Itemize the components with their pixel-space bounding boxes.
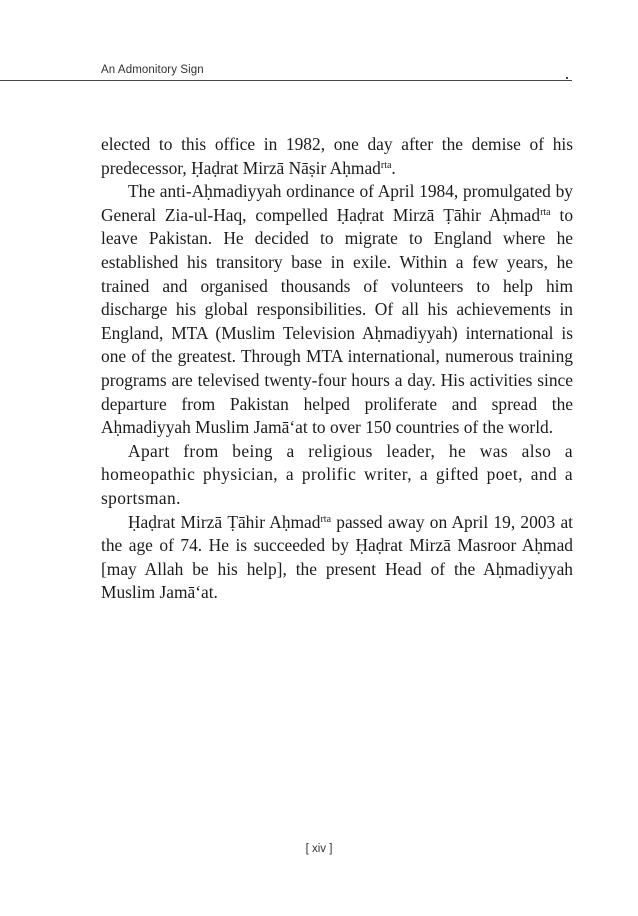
paragraph-2-honorific: rta xyxy=(540,206,551,218)
paragraph-4-honorific: rta xyxy=(320,513,332,525)
paragraph-1 xyxy=(101,133,573,180)
page-number: [ xiv ] xyxy=(305,843,333,855)
paragraph-4-text-before: Ḥaḍrat Mirzā Ṭāhir Aḥmad xyxy=(128,511,321,532)
paragraph-4 xyxy=(101,511,573,605)
header-rule xyxy=(0,80,572,81)
paragraph-2-text-before: The anti-Aḥmadiyyah ordinance of April 1984, promulgated by General Zia-ul-Haq, compelled Ḥaḍrat Mirzā Ṭāhir Aḥmad xyxy=(101,181,573,225)
body-text xyxy=(101,133,573,605)
running-head-title: An Admonitory Sign xyxy=(101,64,204,76)
paragraph-1-text: elected to this office in 1982, one day after the demise of his predecessor, Ḥaḍrat Mirzā Nāṣir Aḥmad xyxy=(101,134,573,178)
paragraph-1-honorific: rta xyxy=(380,159,392,171)
paragraph-2 xyxy=(101,180,573,440)
paragraph-1-tail: . xyxy=(391,157,396,178)
header-rule-end-mark xyxy=(566,77,568,79)
paragraph-4-text-after: passed away on April 19, 2003 at the age of 74. He is succeeded by Ḥaḍrat Mirzā Masroor Aḥmad [may Allah be his help], the present Head of the Aḥmadiyyah Muslim Jamā‘at. xyxy=(101,511,573,603)
paragraph-3 xyxy=(101,440,573,511)
paragraph-2-text-after: to leave Pakistan. He decided to migrate to England where he established his transitory base in exile. Within a few years, he trained and organised thousands of volunteers to help him discharge his global responsibilities. Of all his achievements in England, MTA (Muslim Television Aḥmadiyyah) international is one of the greatest. Through MTA international, numerous training programs are televised twenty-four hours a day. His activities since departure from Pakistan helped proliferate and spread the Aḥmadiyyah Muslim Jamā‘at to over 150 countries of the world. xyxy=(101,204,574,438)
paragraph-3-text: Apart from being a religious leader, he was also a homeopathic physician, a prolific writer, a gifted poet, and a sportsman. xyxy=(101,440,573,508)
